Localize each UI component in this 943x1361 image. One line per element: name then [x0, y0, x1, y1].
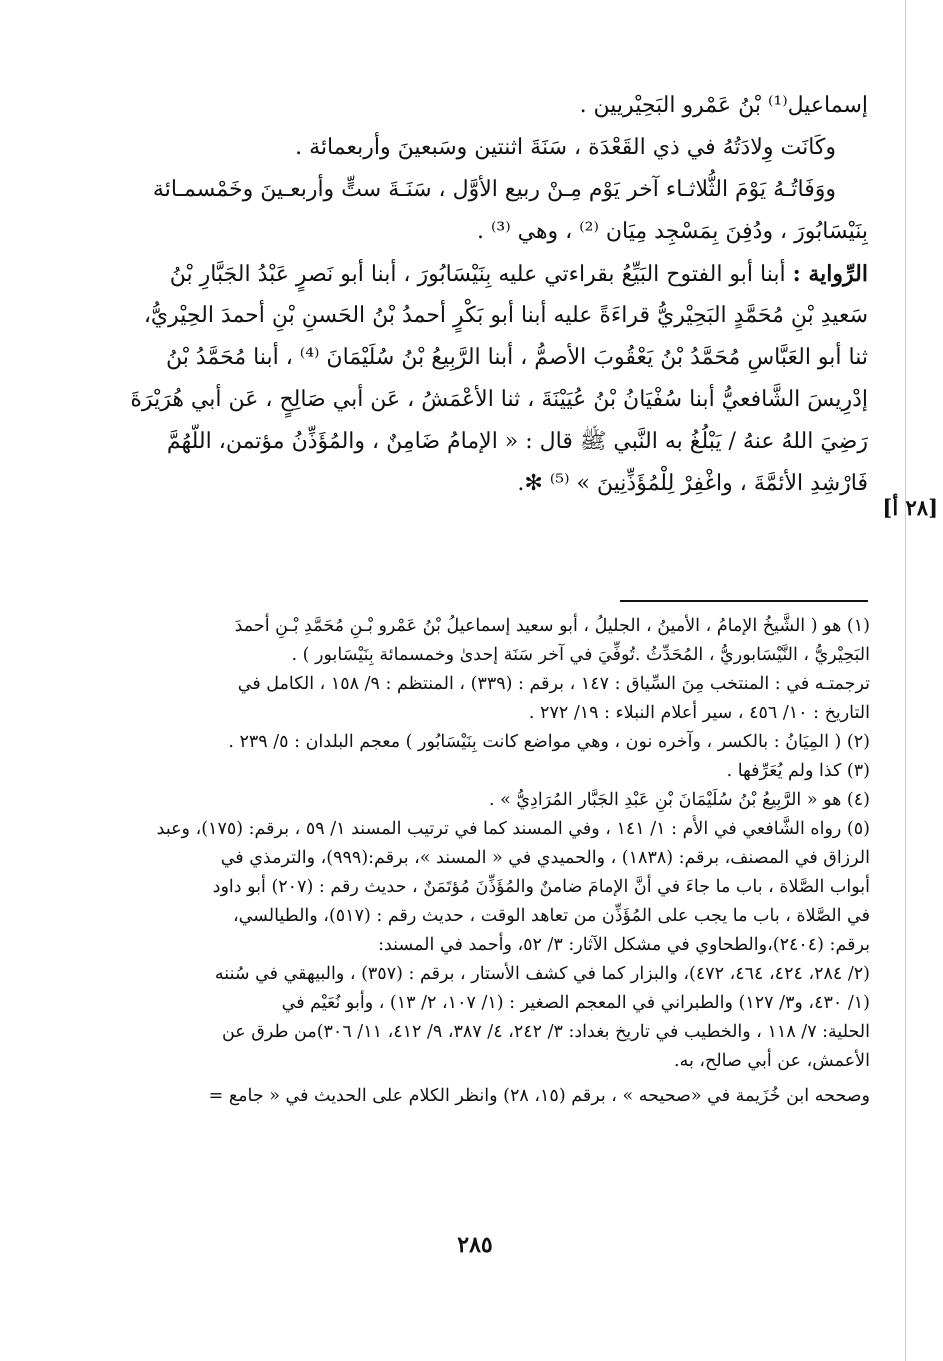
- page-number: ٢٨٥: [457, 1232, 493, 1258]
- footnote-line: أبواب الصَّلاة ، باب ما جاءَ في أنَّ الإمامَ ضامنٌ والمُؤَذِّنَ مُؤتَمَنٌ ، حديث رقم : (٢٠٧) أبو داود: [212, 877, 870, 897]
- footnote-line: (٢/ ٢٨٤، ٤٢٤، ٤٦٤، ٤٧٢)، والبزار كما في كشف الأستار ، برقم : (٣٥٧) ، والبيهقي في سُننه: [214, 964, 870, 984]
- footnote-line: (٢) ( المِيَانُ : بالكسر ، وآخره نون ، وهي مواضع كانت بِنَيْسَابُور ) معجم البلدان : ٥/ ٢٣٩ .: [228, 732, 870, 752]
- riwaya-line: فَارْشِدِ الأئمَّةَ ، واغْفِرْ لِلْمُؤَذِّنِينَ » ⁽⁵⁾ ✻.: [517, 471, 868, 496]
- riwaya-line: [98, 253, 868, 295]
- footnotes: [98, 612, 870, 1111]
- footnote-line: (٤) هو « الرَّبِيعُ بْنُ سُلَيْمَانَ بْنِ عَبْدِ الجَبَّار المُرَادِيُّ » .: [488, 790, 870, 810]
- footnote-line: الأعمش، عن أبي صالح، به.: [674, 1051, 870, 1071]
- footnote-line: في الصَّلاة ، باب ما يجب على المُؤَذِّن من تعاهد الوقت ، حديث رقم : (٥١٧)، والطيالسي،: [232, 906, 870, 926]
- footnote-line: (٣) كذا ولم يُعَرِّفها .: [726, 761, 870, 781]
- riwaya-line: رَضِيَ اللهُ عنهُ / يَبْلُغُ به النَّبي ﷺ قال : « الإمامُ ضَامِنٌ ، والمُؤَذِّنُ مؤتمن، اللّهُمَّ: [166, 429, 868, 454]
- footnote-line: (١) هو ( الشَّيخُ الإمامُ ، الأمينُ ، الجليلُ ، أبو سعيد إسماعيلُ بْنُ عَمْرو بْـنِ مُحَمَّدِ بْـنِ أحمدَ: [234, 616, 870, 636]
- footnote-line: (١/ ٤٣٠، و٣/ ١٢٧) والطبراني في المعجم الصغير : (١/ ١٠٧، ٢/ ١٣) ، وأبو نُعَيْم في: [281, 993, 870, 1013]
- footnote-line: الحلية: ٧/ ١١٨ ، والخطيب في تاريخ بغداد: ٣/ ٢٤٢، ٤/ ٣٨٧، ٩/ ٤١٢، ١١/ ٣٠٦)من طرق عن: [221, 1022, 870, 1042]
- riwaya-text: أبنا أبو الفتوح البَيِّعُ بقراءتي عليه بِنَيْسَابُورَ ، أبنا أبو نَصرٍ عَبْدُ الجَبَّارِ بْنُ: [169, 262, 786, 287]
- footnote-line: (٥) رواه الشَّافعي في الأُم : ١/ ١٤١ ، وفي المسند كما في ترتيب المسند ١/ ٥٩ ، برقم: (١٧٥)، وعبد: [156, 819, 870, 839]
- manuscript-folio-marker: [٢٨ أ]: [882, 495, 938, 520]
- riwaya-line: إدْرِيسَ الشَّافعيُّ أبنا سُفْيَانُ بْنُ عُيَيْنَةَ ، ثنا الأعْمَشُ ، عَن أبي صَالِحٍ ، عَن أبي هُرَيْرَةَ: [130, 387, 868, 412]
- footnote-divider: [620, 600, 868, 602]
- riwaya-label: الرِّواية :: [792, 261, 868, 287]
- main-text: [98, 85, 868, 505]
- body-line: وكَانَت وِلادَتُهُ في ذي القَعْدَة ، سَنَةَ اثنتين وسَبعينَ وأربعمائة .: [295, 135, 836, 160]
- page-edge-rule: [905, 0, 906, 1361]
- footnote-line: الرزاق في المصنف، برقم: (١٨٣٨) ، والحميدي في « المسند »، برقم:(٩٩٩)، والترمذي في: [220, 848, 870, 868]
- riwaya-line: سَعيدِ بْنِ مُحَمَّدٍ البَحِيْريُّ قراءَةً عليه أبنا أبو بَكْرٍ أحمدُ بْنُ الحَسنِ بْنِ أحمدَ الحِيْريُّ،: [143, 303, 868, 328]
- riwaya-line: ثنا أبو العَبَّاسِ مُحَمَّدُ بْنُ يَعْقُوبَ الأصمُّ ، أبنا الرَّبِيعُ بْنُ سُلَيْمَانَ ⁽⁴⁾ ، أبنا مُحَمَّدُ بْنُ: [166, 345, 868, 370]
- footnote-line: ترجمتـه في : المنتخب مِنَ السِّياق : ١٤٧ ، برقم : (٣٣٩) ، المنتظم : ٩/ ١٥٨ ، الكامل في: [237, 674, 870, 694]
- body-line: بِنَيْسَابُورَ ، ودُفِنَ بِمَسْجِد مِيَان ⁽²⁾ ، وهي ⁽³⁾ .: [477, 219, 868, 244]
- body-line: ووَفَاتُـهُ يَوْمَ الثُّلاثـاء آخر يَوْم مِـنْ ربيع الأوَّل ، سَنَـةَ ستٍّ وأربعـينَ وخَمْسمـائة: [152, 177, 836, 202]
- footnote-line: وصححه ابن خُزَيمة في «صحيحه » ، برقم (١٥، ٢٨) وانظر الكلام على الحديث في « جامع =: [208, 1086, 870, 1106]
- footnote-line: التاريخ : ١٠/ ٤٥٦ ، سير أعلام النبلاء : ١٩/ ٢٧٢ .: [528, 703, 870, 723]
- body-line: إسماعيل⁽¹⁾ بْنُ عَمْرو البَحِيْريين .: [579, 93, 868, 118]
- footnote-line: البَحِيْريُّ ، النَّيْسَابوريُّ ، المُحَدِّثُ .تُوفِّيَ في آخر سَنَة إحدىٰ وخمسمائة بِنَيْسَابور ) .: [291, 645, 870, 665]
- footnote-line: برقم: (٢٤٠٤)،والطحاوي في مشكل الآثار: ٣/ ٥٢، وأحمد في المسند:: [378, 935, 870, 955]
